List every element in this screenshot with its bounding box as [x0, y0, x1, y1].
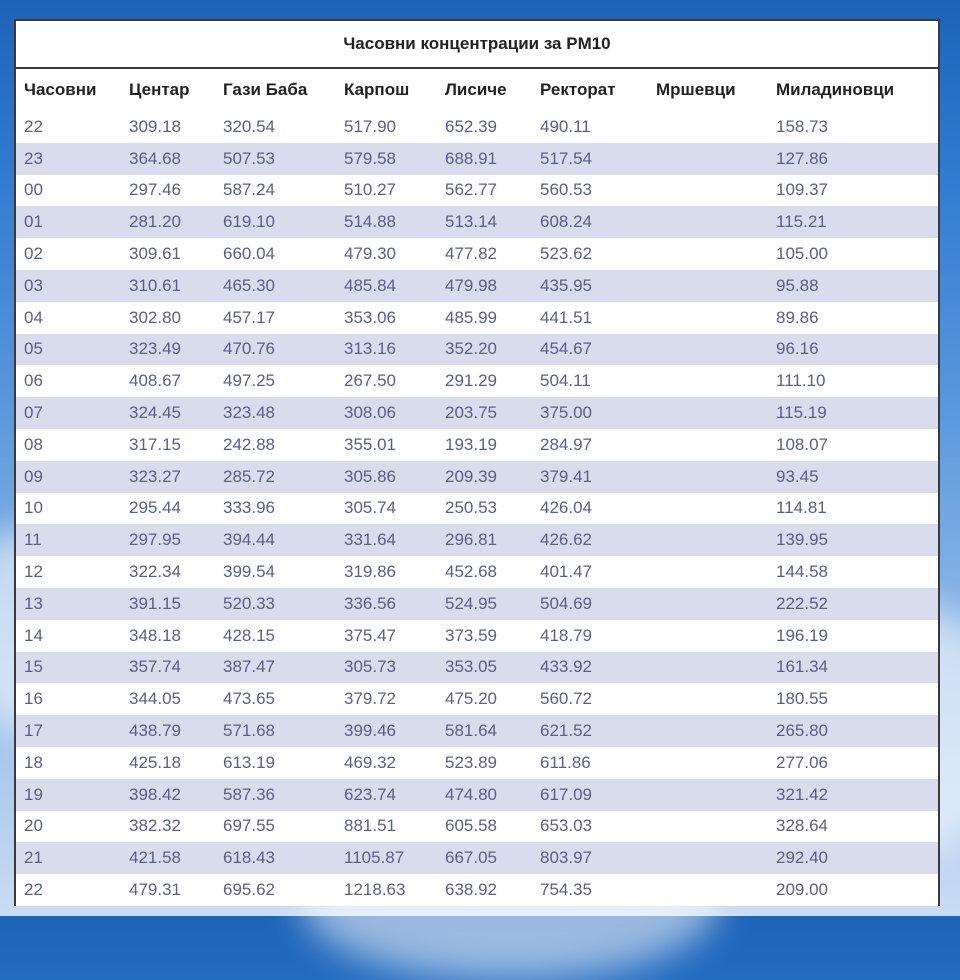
- table-row: [16, 365, 938, 397]
- cell-hour: 13: [16, 588, 121, 620]
- cell-gazi-baba: 619.10: [215, 206, 336, 238]
- cell-centar: 317.15: [121, 429, 215, 461]
- cell-gazi-baba: 387.47: [215, 652, 336, 684]
- cell-miladinovci: 222.52: [768, 588, 938, 620]
- cell-centar: 479.31: [121, 874, 215, 906]
- cell-karposh: 517.90: [336, 111, 437, 143]
- cell-miladinovci: 144.58: [768, 556, 938, 588]
- cell-lisiche: 296.81: [437, 524, 532, 556]
- table-row: [16, 588, 938, 620]
- cell-centar: 438.79: [121, 715, 215, 747]
- table-row: [16, 175, 938, 207]
- cell-miladinovci: 161.34: [768, 652, 938, 684]
- cell-rektorat: 426.62: [532, 524, 648, 556]
- cell-centar: 398.42: [121, 779, 215, 811]
- cell-rektorat: 504.11: [532, 365, 648, 397]
- cell-lisiche: 352.20: [437, 334, 532, 366]
- cell-hour: 17: [16, 715, 121, 747]
- table-row: [16, 842, 938, 874]
- table-row: [16, 524, 938, 556]
- table-row: [16, 683, 938, 715]
- cell-gazi-baba: 333.96: [215, 493, 336, 525]
- cell-rektorat: 517.54: [532, 143, 648, 175]
- cell-miladinovci: 158.73: [768, 111, 938, 143]
- cell-mrshevci: [648, 811, 768, 843]
- cell-lisiche: 667.05: [437, 842, 532, 874]
- cell-karposh: 305.86: [336, 461, 437, 493]
- cell-rektorat: 426.04: [532, 493, 648, 525]
- column-header-lisiche: Лисиче: [437, 69, 532, 111]
- cell-gazi-baba: 618.43: [215, 842, 336, 874]
- cell-karposh: 485.84: [336, 270, 437, 302]
- cell-karposh: 469.32: [336, 747, 437, 779]
- column-header-miladinovci: Миладиновци: [768, 69, 938, 111]
- cell-karposh: 308.06: [336, 397, 437, 429]
- cell-centar: 323.27: [121, 461, 215, 493]
- cell-miladinovci: 114.81: [768, 493, 938, 525]
- table-row: [16, 779, 938, 811]
- table-row: [16, 461, 938, 493]
- cell-mrshevci: [648, 588, 768, 620]
- cell-centar: 322.34: [121, 556, 215, 588]
- cell-karposh: 267.50: [336, 365, 437, 397]
- cell-mrshevci: [648, 302, 768, 334]
- cell-mrshevci: [648, 175, 768, 207]
- cell-hour: 06: [16, 365, 121, 397]
- cell-centar: 364.68: [121, 143, 215, 175]
- pm10-table: [16, 69, 938, 906]
- cell-lisiche: 477.82: [437, 238, 532, 270]
- column-header-gazi-baba: Гази Баба: [215, 69, 336, 111]
- cell-rektorat: 433.92: [532, 652, 648, 684]
- cell-rektorat: 454.67: [532, 334, 648, 366]
- cell-karposh: 379.72: [336, 683, 437, 715]
- cell-miladinovci: 115.19: [768, 397, 938, 429]
- cell-lisiche: 523.89: [437, 747, 532, 779]
- cell-karposh: 331.64: [336, 524, 437, 556]
- cell-karposh: 375.47: [336, 620, 437, 652]
- cell-hour: 11: [16, 524, 121, 556]
- cell-mrshevci: [648, 652, 768, 684]
- cell-hour: 14: [16, 620, 121, 652]
- cell-hour: 19: [16, 779, 121, 811]
- cell-rektorat: 379.41: [532, 461, 648, 493]
- cell-gazi-baba: 473.65: [215, 683, 336, 715]
- cell-rektorat: 490.11: [532, 111, 648, 143]
- cell-karposh: 479.30: [336, 238, 437, 270]
- cell-lisiche: 474.80: [437, 779, 532, 811]
- table-row: [16, 397, 938, 429]
- cell-lisiche: 250.53: [437, 493, 532, 525]
- cell-mrshevci: [648, 715, 768, 747]
- table-row: [16, 302, 938, 334]
- cell-lisiche: 479.98: [437, 270, 532, 302]
- cell-mrshevci: [648, 493, 768, 525]
- cell-hour: 02: [16, 238, 121, 270]
- cell-mrshevci: [648, 747, 768, 779]
- cell-lisiche: 638.92: [437, 874, 532, 906]
- cell-centar: 324.45: [121, 397, 215, 429]
- cell-miladinovci: 127.86: [768, 143, 938, 175]
- table-row: [16, 334, 938, 366]
- cell-karposh: 353.06: [336, 302, 437, 334]
- table-body: [16, 111, 938, 906]
- cell-hour: 21: [16, 842, 121, 874]
- column-header-karposh: Карпош: [336, 69, 437, 111]
- cell-gazi-baba: 457.17: [215, 302, 336, 334]
- cell-hour: 05: [16, 334, 121, 366]
- cell-centar: 310.61: [121, 270, 215, 302]
- cell-lisiche: 581.64: [437, 715, 532, 747]
- cell-centar: 323.49: [121, 334, 215, 366]
- cell-lisiche: 605.58: [437, 811, 532, 843]
- cell-miladinovci: 96.16: [768, 334, 938, 366]
- cell-rektorat: 441.51: [532, 302, 648, 334]
- cell-lisiche: 652.39: [437, 111, 532, 143]
- cell-centar: 297.46: [121, 175, 215, 207]
- table-row: [16, 206, 938, 238]
- cell-centar: 297.95: [121, 524, 215, 556]
- cell-hour: 04: [16, 302, 121, 334]
- cell-rektorat: 621.52: [532, 715, 648, 747]
- table-row: [16, 143, 938, 175]
- cell-karposh: 623.74: [336, 779, 437, 811]
- table-row: [16, 111, 938, 143]
- table-header-row: [16, 69, 938, 111]
- cell-lisiche: 513.14: [437, 206, 532, 238]
- cell-hour: 03: [16, 270, 121, 302]
- cell-miladinovci: 321.42: [768, 779, 938, 811]
- cell-miladinovci: 93.45: [768, 461, 938, 493]
- cell-rektorat: 401.47: [532, 556, 648, 588]
- cell-mrshevci: [648, 556, 768, 588]
- cell-rektorat: 611.86: [532, 747, 648, 779]
- cell-miladinovci: 111.10: [768, 365, 938, 397]
- cell-gazi-baba: 428.15: [215, 620, 336, 652]
- cell-hour: 08: [16, 429, 121, 461]
- cell-rektorat: 560.72: [532, 683, 648, 715]
- cell-mrshevci: [648, 779, 768, 811]
- cell-gazi-baba: 697.55: [215, 811, 336, 843]
- cell-mrshevci: [648, 683, 768, 715]
- cell-karposh: 510.27: [336, 175, 437, 207]
- cell-gazi-baba: 571.68: [215, 715, 336, 747]
- cell-lisiche: 291.29: [437, 365, 532, 397]
- cell-hour: 22: [16, 111, 121, 143]
- cell-rektorat: 418.79: [532, 620, 648, 652]
- cell-rektorat: 284.97: [532, 429, 648, 461]
- table-row: [16, 747, 938, 779]
- cell-gazi-baba: 520.33: [215, 588, 336, 620]
- table-title: Часовни концентрации за PM10: [16, 21, 938, 69]
- cell-gazi-baba: 320.54: [215, 111, 336, 143]
- cell-lisiche: 524.95: [437, 588, 532, 620]
- cell-karposh: 319.86: [336, 556, 437, 588]
- cell-centar: 309.61: [121, 238, 215, 270]
- cell-hour: 00: [16, 175, 121, 207]
- cell-karposh: 514.88: [336, 206, 437, 238]
- cell-gazi-baba: 497.25: [215, 365, 336, 397]
- cell-lisiche: 562.77: [437, 175, 532, 207]
- column-header-rektorat: Ректорат: [532, 69, 648, 111]
- table-row: [16, 429, 938, 461]
- cell-miladinovci: 105.00: [768, 238, 938, 270]
- cell-gazi-baba: 587.24: [215, 175, 336, 207]
- cell-hour: 20: [16, 811, 121, 843]
- cell-gazi-baba: 470.76: [215, 334, 336, 366]
- cell-mrshevci: [648, 365, 768, 397]
- cell-hour: 09: [16, 461, 121, 493]
- cell-hour: 07: [16, 397, 121, 429]
- cell-gazi-baba: 695.62: [215, 874, 336, 906]
- cell-gazi-baba: 587.36: [215, 779, 336, 811]
- cell-rektorat: 375.00: [532, 397, 648, 429]
- cell-gazi-baba: 323.48: [215, 397, 336, 429]
- cell-lisiche: 203.75: [437, 397, 532, 429]
- cell-karposh: 1218.63: [336, 874, 437, 906]
- cell-lisiche: 373.59: [437, 620, 532, 652]
- cell-hour: 12: [16, 556, 121, 588]
- cell-centar: 281.20: [121, 206, 215, 238]
- cell-mrshevci: [648, 874, 768, 906]
- cell-lisiche: 193.19: [437, 429, 532, 461]
- cell-mrshevci: [648, 397, 768, 429]
- cell-rektorat: 803.97: [532, 842, 648, 874]
- cell-centar: 425.18: [121, 747, 215, 779]
- cell-centar: 344.05: [121, 683, 215, 715]
- cell-gazi-baba: 285.72: [215, 461, 336, 493]
- cell-rektorat: 754.35: [532, 874, 648, 906]
- cell-rektorat: 617.09: [532, 779, 648, 811]
- cell-miladinovci: 115.21: [768, 206, 938, 238]
- cell-lisiche: 353.05: [437, 652, 532, 684]
- cell-hour: 01: [16, 206, 121, 238]
- column-header-centar: Центар: [121, 69, 215, 111]
- cell-mrshevci: [648, 524, 768, 556]
- cell-karposh: 881.51: [336, 811, 437, 843]
- table-row: [16, 811, 938, 843]
- cell-hour: 18: [16, 747, 121, 779]
- cell-mrshevci: [648, 111, 768, 143]
- table-row: [16, 238, 938, 270]
- cell-rektorat: 560.53: [532, 175, 648, 207]
- cell-rektorat: 608.24: [532, 206, 648, 238]
- cell-lisiche: 209.39: [437, 461, 532, 493]
- cell-mrshevci: [648, 143, 768, 175]
- table-row: [16, 715, 938, 747]
- table-row: [16, 620, 938, 652]
- cell-gazi-baba: 660.04: [215, 238, 336, 270]
- cell-centar: 382.32: [121, 811, 215, 843]
- cell-miladinovci: 209.00: [768, 874, 938, 906]
- cell-mrshevci: [648, 842, 768, 874]
- cell-miladinovci: 328.64: [768, 811, 938, 843]
- cell-centar: 309.18: [121, 111, 215, 143]
- cell-gazi-baba: 507.53: [215, 143, 336, 175]
- cell-miladinovci: 108.07: [768, 429, 938, 461]
- cell-karposh: 1105.87: [336, 842, 437, 874]
- table-row: [16, 556, 938, 588]
- cell-centar: 421.58: [121, 842, 215, 874]
- cell-mrshevci: [648, 334, 768, 366]
- table-row: [16, 874, 938, 906]
- table-row: [16, 270, 938, 302]
- cell-karposh: 355.01: [336, 429, 437, 461]
- cell-centar: 357.74: [121, 652, 215, 684]
- column-header-hour: Часовни: [16, 69, 121, 111]
- table-row: [16, 493, 938, 525]
- cell-mrshevci: [648, 270, 768, 302]
- cell-lisiche: 485.99: [437, 302, 532, 334]
- cell-miladinovci: 265.80: [768, 715, 938, 747]
- column-header-mrshevci: Мршевци: [648, 69, 768, 111]
- cell-mrshevci: [648, 620, 768, 652]
- cell-hour: 16: [16, 683, 121, 715]
- cell-miladinovci: 139.95: [768, 524, 938, 556]
- cell-miladinovci: 292.40: [768, 842, 938, 874]
- cell-rektorat: 653.03: [532, 811, 648, 843]
- cell-mrshevci: [648, 461, 768, 493]
- cell-centar: 348.18: [121, 620, 215, 652]
- cell-hour: 15: [16, 652, 121, 684]
- table-row: [16, 652, 938, 684]
- cell-lisiche: 452.68: [437, 556, 532, 588]
- cell-mrshevci: [648, 206, 768, 238]
- cell-hour: 22: [16, 874, 121, 906]
- cell-rektorat: 504.69: [532, 588, 648, 620]
- cell-karposh: 336.56: [336, 588, 437, 620]
- cell-rektorat: 435.95: [532, 270, 648, 302]
- cell-miladinovci: 180.55: [768, 683, 938, 715]
- cell-gazi-baba: 242.88: [215, 429, 336, 461]
- cell-miladinovci: 277.06: [768, 747, 938, 779]
- cell-centar: 408.67: [121, 365, 215, 397]
- cell-hour: 10: [16, 493, 121, 525]
- cell-mrshevci: [648, 429, 768, 461]
- cell-centar: 391.15: [121, 588, 215, 620]
- cell-centar: 295.44: [121, 493, 215, 525]
- cell-centar: 302.80: [121, 302, 215, 334]
- cell-gazi-baba: 613.19: [215, 747, 336, 779]
- pm10-table-panel: [14, 19, 940, 906]
- cell-gazi-baba: 394.44: [215, 524, 336, 556]
- cell-karposh: 399.46: [336, 715, 437, 747]
- cell-miladinovci: 95.88: [768, 270, 938, 302]
- cell-karposh: 579.58: [336, 143, 437, 175]
- cell-gazi-baba: 465.30: [215, 270, 336, 302]
- cell-hour: 23: [16, 143, 121, 175]
- cell-miladinovci: 89.86: [768, 302, 938, 334]
- cell-lisiche: 688.91: [437, 143, 532, 175]
- cell-karposh: 305.74: [336, 493, 437, 525]
- cell-gazi-baba: 399.54: [215, 556, 336, 588]
- cell-lisiche: 475.20: [437, 683, 532, 715]
- cell-miladinovci: 109.37: [768, 175, 938, 207]
- cell-mrshevci: [648, 238, 768, 270]
- cell-karposh: 305.73: [336, 652, 437, 684]
- cell-miladinovci: 196.19: [768, 620, 938, 652]
- cell-rektorat: 523.62: [532, 238, 648, 270]
- cell-karposh: 313.16: [336, 334, 437, 366]
